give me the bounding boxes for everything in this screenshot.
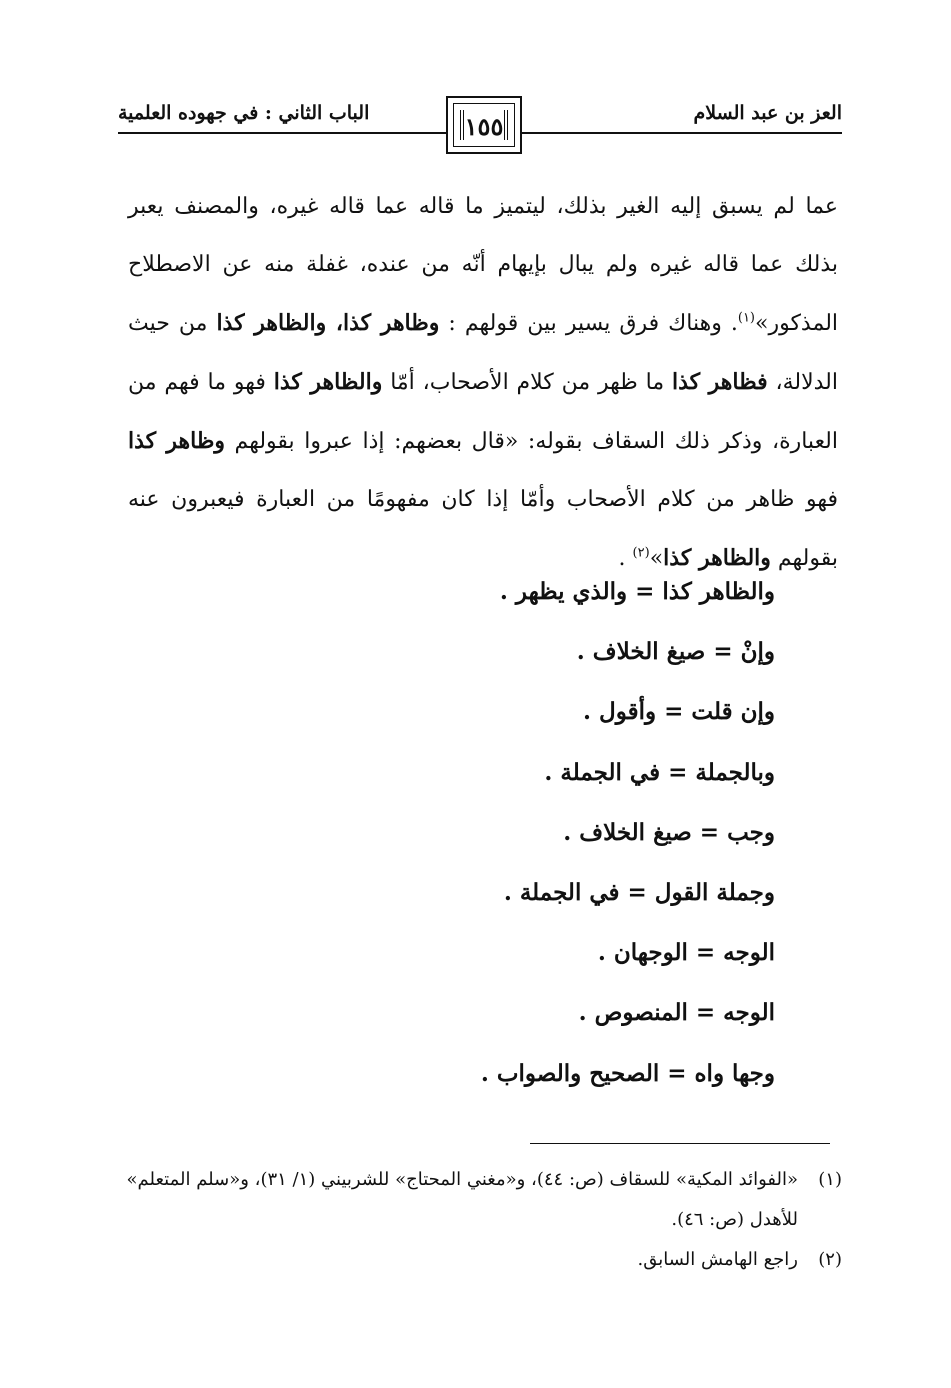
term-item: الوجه = المنصوص . <box>578 999 775 1027</box>
term-item: وإنْ = صيغ الخلاف . <box>576 638 775 666</box>
paragraph-text: من حيث الدلالة، <box>128 311 838 395</box>
term-item: وجملة القول = في الجملة . <box>503 878 775 906</box>
footnote-text: «الفوائد المكية» للسقاف (ص: ٤٤)، و«مغني المحتاج» للشربيني (١/ ٣١)، و«سلم المتعلم» للأهدل (ص: ٤٦). <box>126 1169 798 1230</box>
main-paragraph <box>128 178 838 588</box>
paragraph-text: . وهناك فرق يسير بين قولهم : <box>439 311 738 336</box>
header-rule-right <box>522 132 842 134</box>
paragraph-text: ما ظهر من كلام الأصحاب، أمّا <box>382 370 672 395</box>
bold-term: فظاهر كذا <box>671 369 768 395</box>
footnote-number: (١) <box>818 1169 842 1190</box>
term-item: وبالجملة = في الجملة . <box>544 758 775 786</box>
term-item: والظاهر كذا = والذي يظهر . <box>499 578 775 605</box>
header-rule-left <box>118 132 446 134</box>
footnote-ref-1: (١) <box>737 310 755 326</box>
chapter-title: الباب الثاني : في جهوده العلمية <box>118 102 370 124</box>
footnote-1 <box>120 1160 842 1240</box>
footnote-number: (٢) <box>818 1249 842 1270</box>
paragraph-text: » <box>649 546 664 571</box>
bold-term: والظاهر كذا <box>273 369 383 395</box>
page-number-frame <box>446 96 522 154</box>
paragraph-text: فهو ما فهم من العبارة، وذكر ذلك السقاف بقوله: «قال بعضهم: إذا عبروا بقولهم <box>128 370 838 454</box>
footnotes <box>120 1160 842 1280</box>
footnote-2 <box>120 1240 842 1280</box>
paragraph-text: فهو ظاهر من كلام الأصحاب وأمّا إذا كان مفهومًا من العبارة فيعبرون عنه بقولهم <box>128 487 838 571</box>
bold-term: وظاهر كذا، والظاهر كذا <box>216 310 440 336</box>
term-item: وإن قلت = وأقول . <box>583 698 775 726</box>
term-item: وجها واه = الصحيح والصواب . <box>480 1059 775 1087</box>
footnote-ref-2: (٢) <box>632 545 650 561</box>
footnote-text: راجع الهامش السابق. <box>637 1249 798 1270</box>
book-title: العز بن عبد السلام <box>693 102 842 124</box>
bold-term: والظاهر كذا <box>663 545 771 571</box>
bold-term: وظاهر كذا <box>128 428 225 454</box>
terms-list <box>275 562 775 1104</box>
page-number: ١٥٥ <box>464 112 504 141</box>
paragraph-text: . <box>618 546 633 571</box>
term-item: الوجه = الوجهان . <box>597 939 775 967</box>
footnote-separator <box>530 1143 830 1144</box>
paragraph-text: عما لم يسبق إليه الغير بذلك، ليتميز ما قاله عما قاله غيره، والمصنف يعبر بذلك عما قاله غيره ولم يبال بإيهام أنّه من عنده، غفلة منه عن الاصطلاح المذكور» <box>128 194 839 336</box>
page-header <box>118 96 842 158</box>
term-item: وجب = صيغ الخلاف . <box>563 818 775 846</box>
